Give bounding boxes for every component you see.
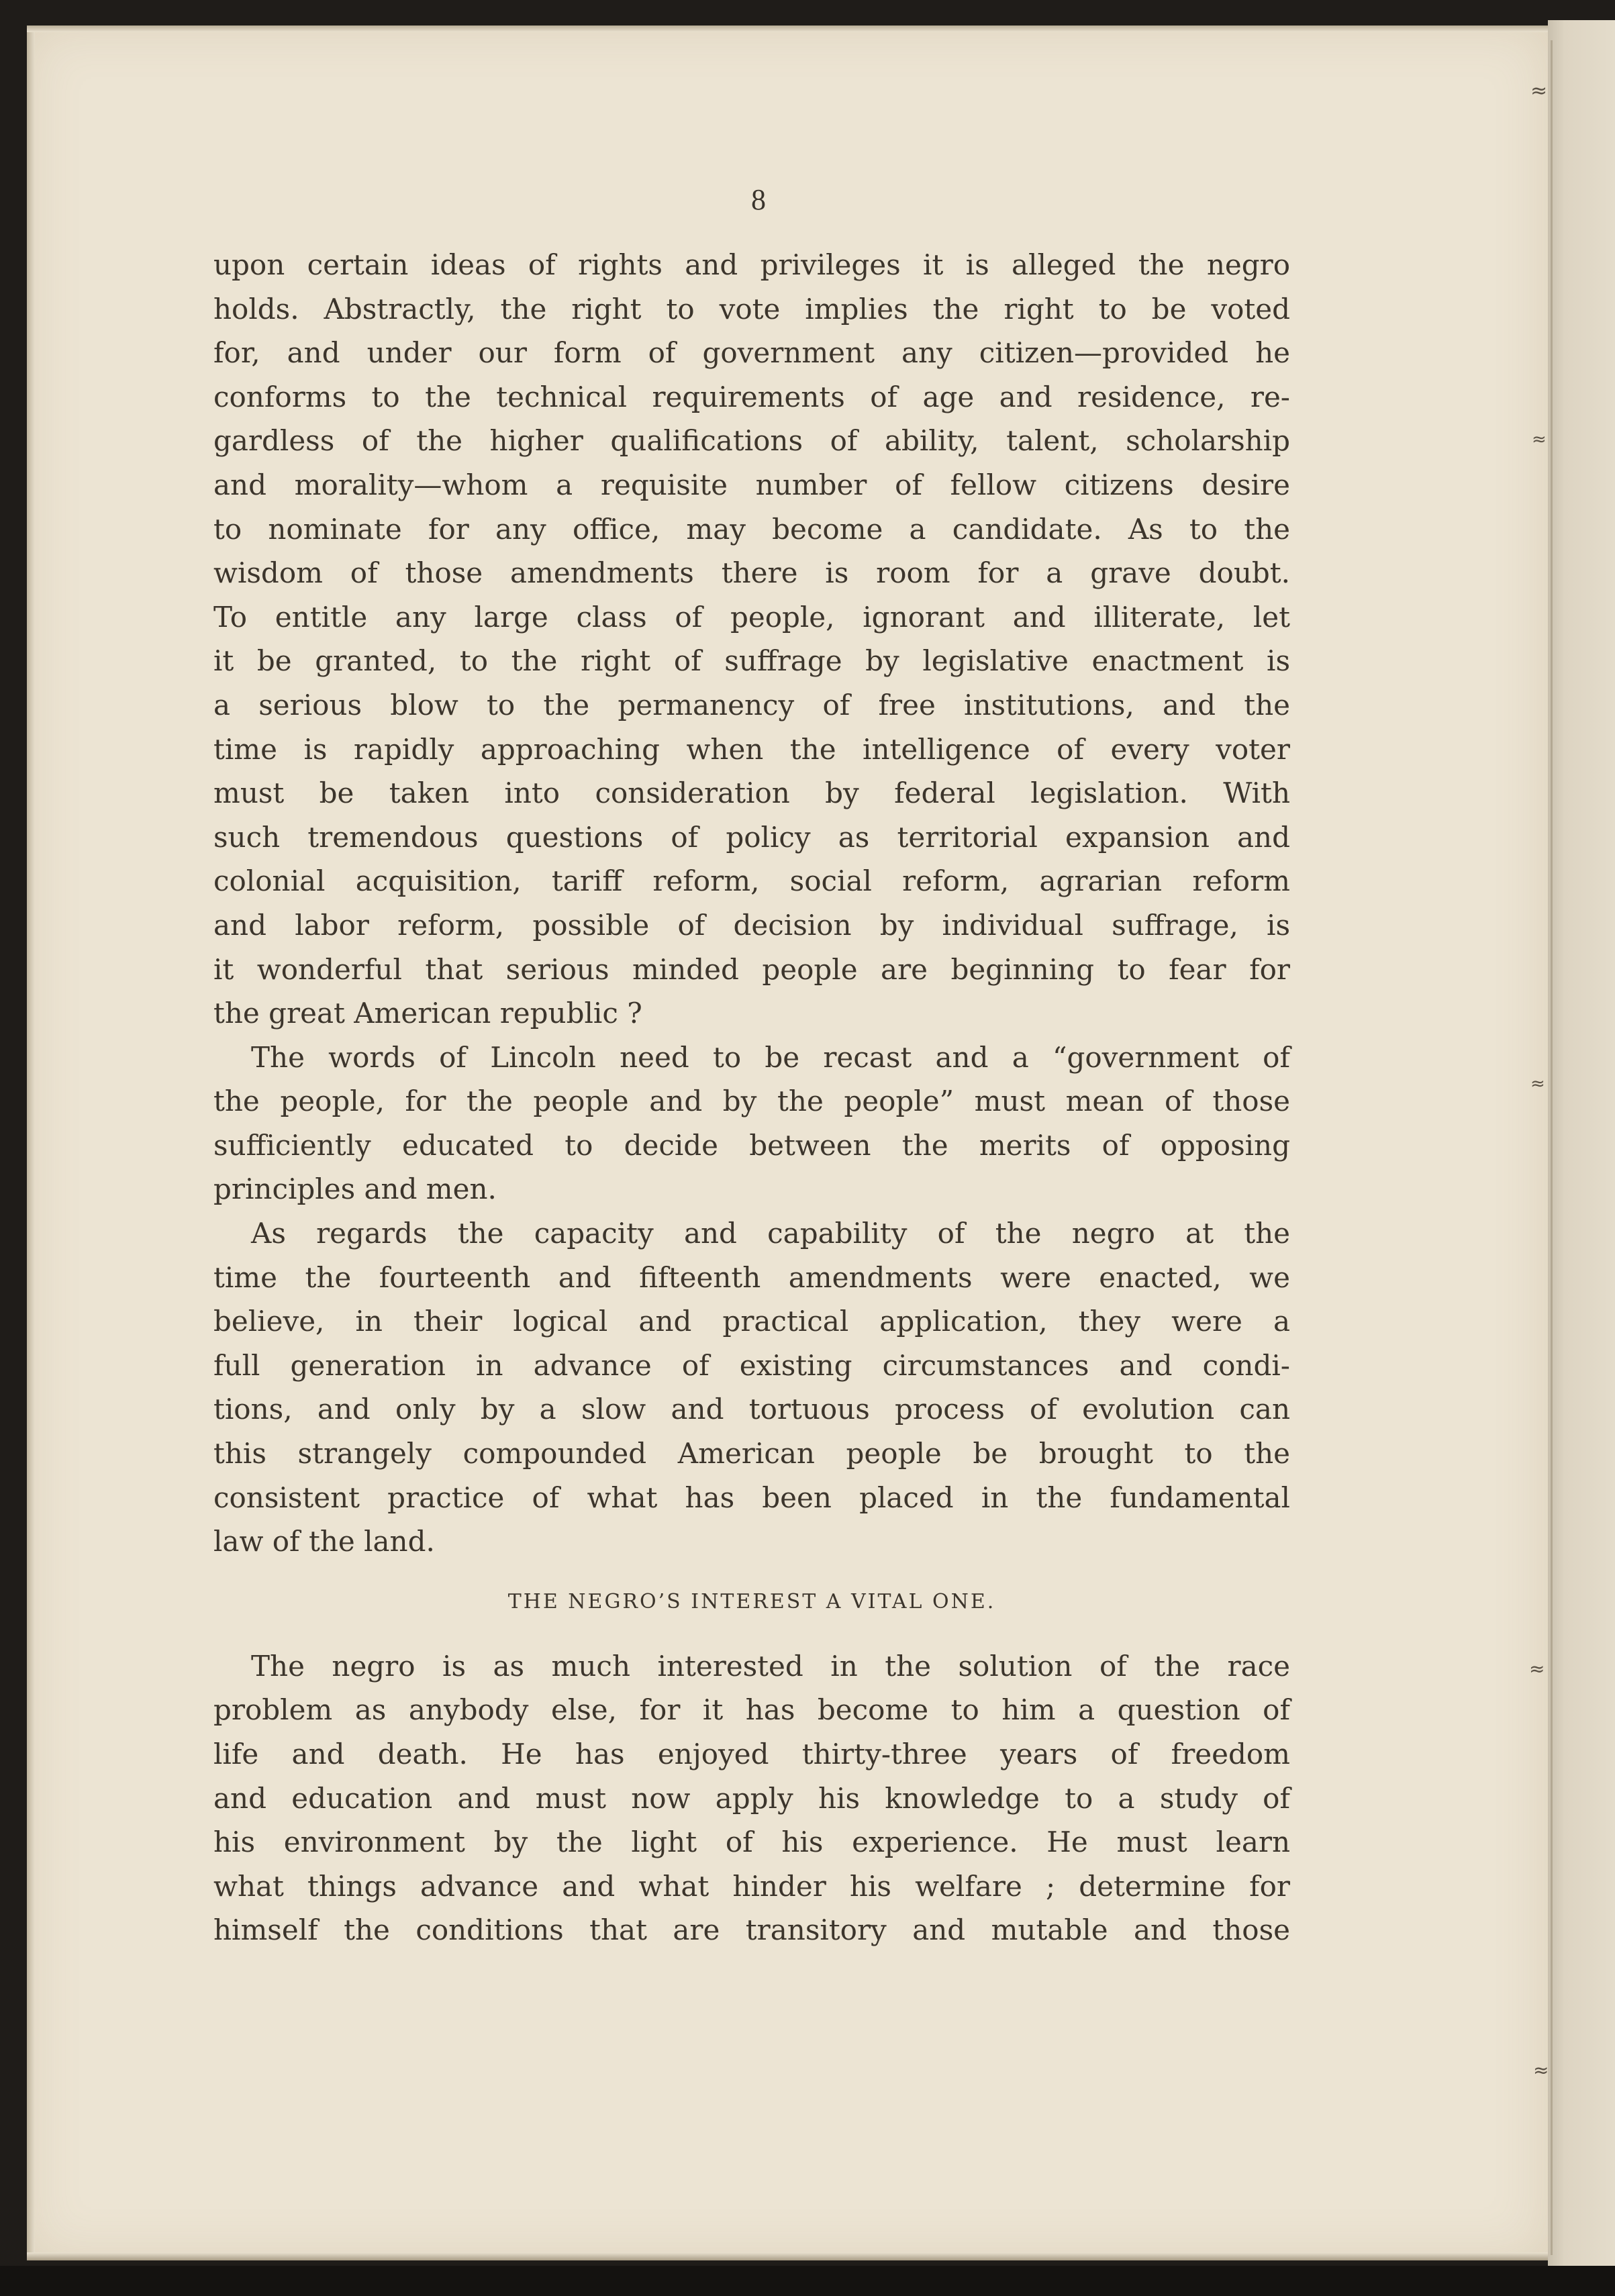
binding-mark: ≈: [1532, 430, 1547, 450]
text-line: time the fourteenth and fifteenth amendments were enacted, we: [213, 1260, 1290, 1294]
text-line: conforms to the technical requirements of age and residence, re-: [213, 380, 1290, 413]
text-line: wisdom of those amendments there is room for a grave doubt.: [213, 556, 1290, 590]
text-line: gardless of the higher qualifications of ability, talent, scholarship: [213, 424, 1290, 458]
body-text: [213, 243, 1290, 1952]
spacer: [213, 1564, 1290, 1572]
text-line: and education and must now apply his knowledge to a study of: [213, 1781, 1290, 1815]
text-line: full generation in advance of existing circumstances and condi-: [213, 1348, 1290, 1382]
text-line: tions, and only by a slow and tortuous process of evolution can: [213, 1393, 1290, 1426]
text-line: for, and under our form of government any citizen—provided he: [213, 336, 1290, 370]
text-line: the people, for the people and by the people” must mean of those: [213, 1085, 1290, 1118]
text-line: principles and men.: [213, 1172, 497, 1206]
text-line: the great American republic ?: [213, 997, 642, 1030]
binding-mark: ≈: [1533, 2059, 1549, 2081]
paragraph: [213, 1211, 1290, 1564]
text-line: life and death. He has enjoyed thirty-three years of freedom: [213, 1738, 1290, 1770]
spacer: [213, 1632, 1290, 1644]
text-line: The negro is as much interested in the solution of the race: [251, 1649, 1290, 1683]
binding-mark: ≈: [1529, 1658, 1545, 1680]
text-line: believe, in their logical and practical application, they were a: [213, 1305, 1290, 1338]
binding-line: [1551, 40, 1553, 2255]
page-left-edge: [27, 26, 35, 2260]
text-line: his environment by the light of his experience. He must learn: [213, 1826, 1290, 1859]
text-line: problem as anybody else, for it has become to him a question of: [213, 1693, 1290, 1727]
text-line: colonial acquisition, tariff reform, social reform, agrarian reform: [213, 864, 1290, 898]
text-line: time is rapidly approaching when the intelligence of every voter: [213, 732, 1290, 766]
text-line: holds. Abstractly, the right to vote implies the right to be voted: [213, 292, 1290, 326]
paragraph: [213, 1036, 1290, 1211]
binding-edge: [1548, 20, 1615, 2266]
binding-mark: ≈: [1530, 79, 1548, 103]
text-line: To entitle any large class of people, ignorant and illiterate, let: [213, 600, 1290, 634]
section-heading: THE NEGRO’S INTEREST A VITAL ONE.: [507, 1589, 996, 1613]
paragraph: [213, 1644, 1290, 1952]
text-line: As regards the capacity and capability of the negro at the: [251, 1217, 1290, 1250]
text-line: must be taken into consideration by federal legislation. With: [213, 777, 1290, 810]
binding-mark: ≈: [1530, 1074, 1545, 1094]
paragraph: [213, 243, 1290, 1036]
text-line: upon certain ideas of rights and privileges it is alleged the negro: [213, 248, 1290, 281]
text-line: this strangely compounded American people be brought to the: [213, 1437, 1290, 1470]
text-line: himself the conditions that are transitory and mutable and those: [213, 1913, 1290, 1947]
page-number: 8: [751, 183, 766, 216]
text-line: it be granted, to the right of suffrage by legislative enactment is: [213, 644, 1290, 678]
text-line: such tremendous questions of policy as territorial expansion and: [213, 820, 1290, 854]
text-line: and morality—whom a requisite number of fellow citizens desire: [213, 468, 1290, 501]
text-line: to nominate for any office, may become a candidate. As to the: [213, 512, 1290, 546]
text-line: what things advance and what hinder his welfare ; determine for: [213, 1869, 1290, 1903]
text-line: it wonderful that serious minded people are beginning to fear for: [213, 952, 1290, 986]
page-top-edge: [27, 26, 1548, 32]
text-line: sufficiently educated to decide between the merits of opposing: [213, 1128, 1290, 1162]
text-line: law of the land.: [213, 1525, 435, 1558]
page-bottom-edge: [27, 2252, 1548, 2260]
text-line: a serious blow to the permanency of free institutions, and the: [213, 688, 1290, 721]
text-line: consistent practice of what has been placed in the fundamental: [213, 1481, 1290, 1514]
text-line: and labor reform, possible of decision by individual suffrage, is: [213, 908, 1290, 942]
scan-border-bottom: [0, 2266, 1615, 2296]
text-line: The words of Lincoln need to be recast and a “government of: [251, 1040, 1290, 1074]
